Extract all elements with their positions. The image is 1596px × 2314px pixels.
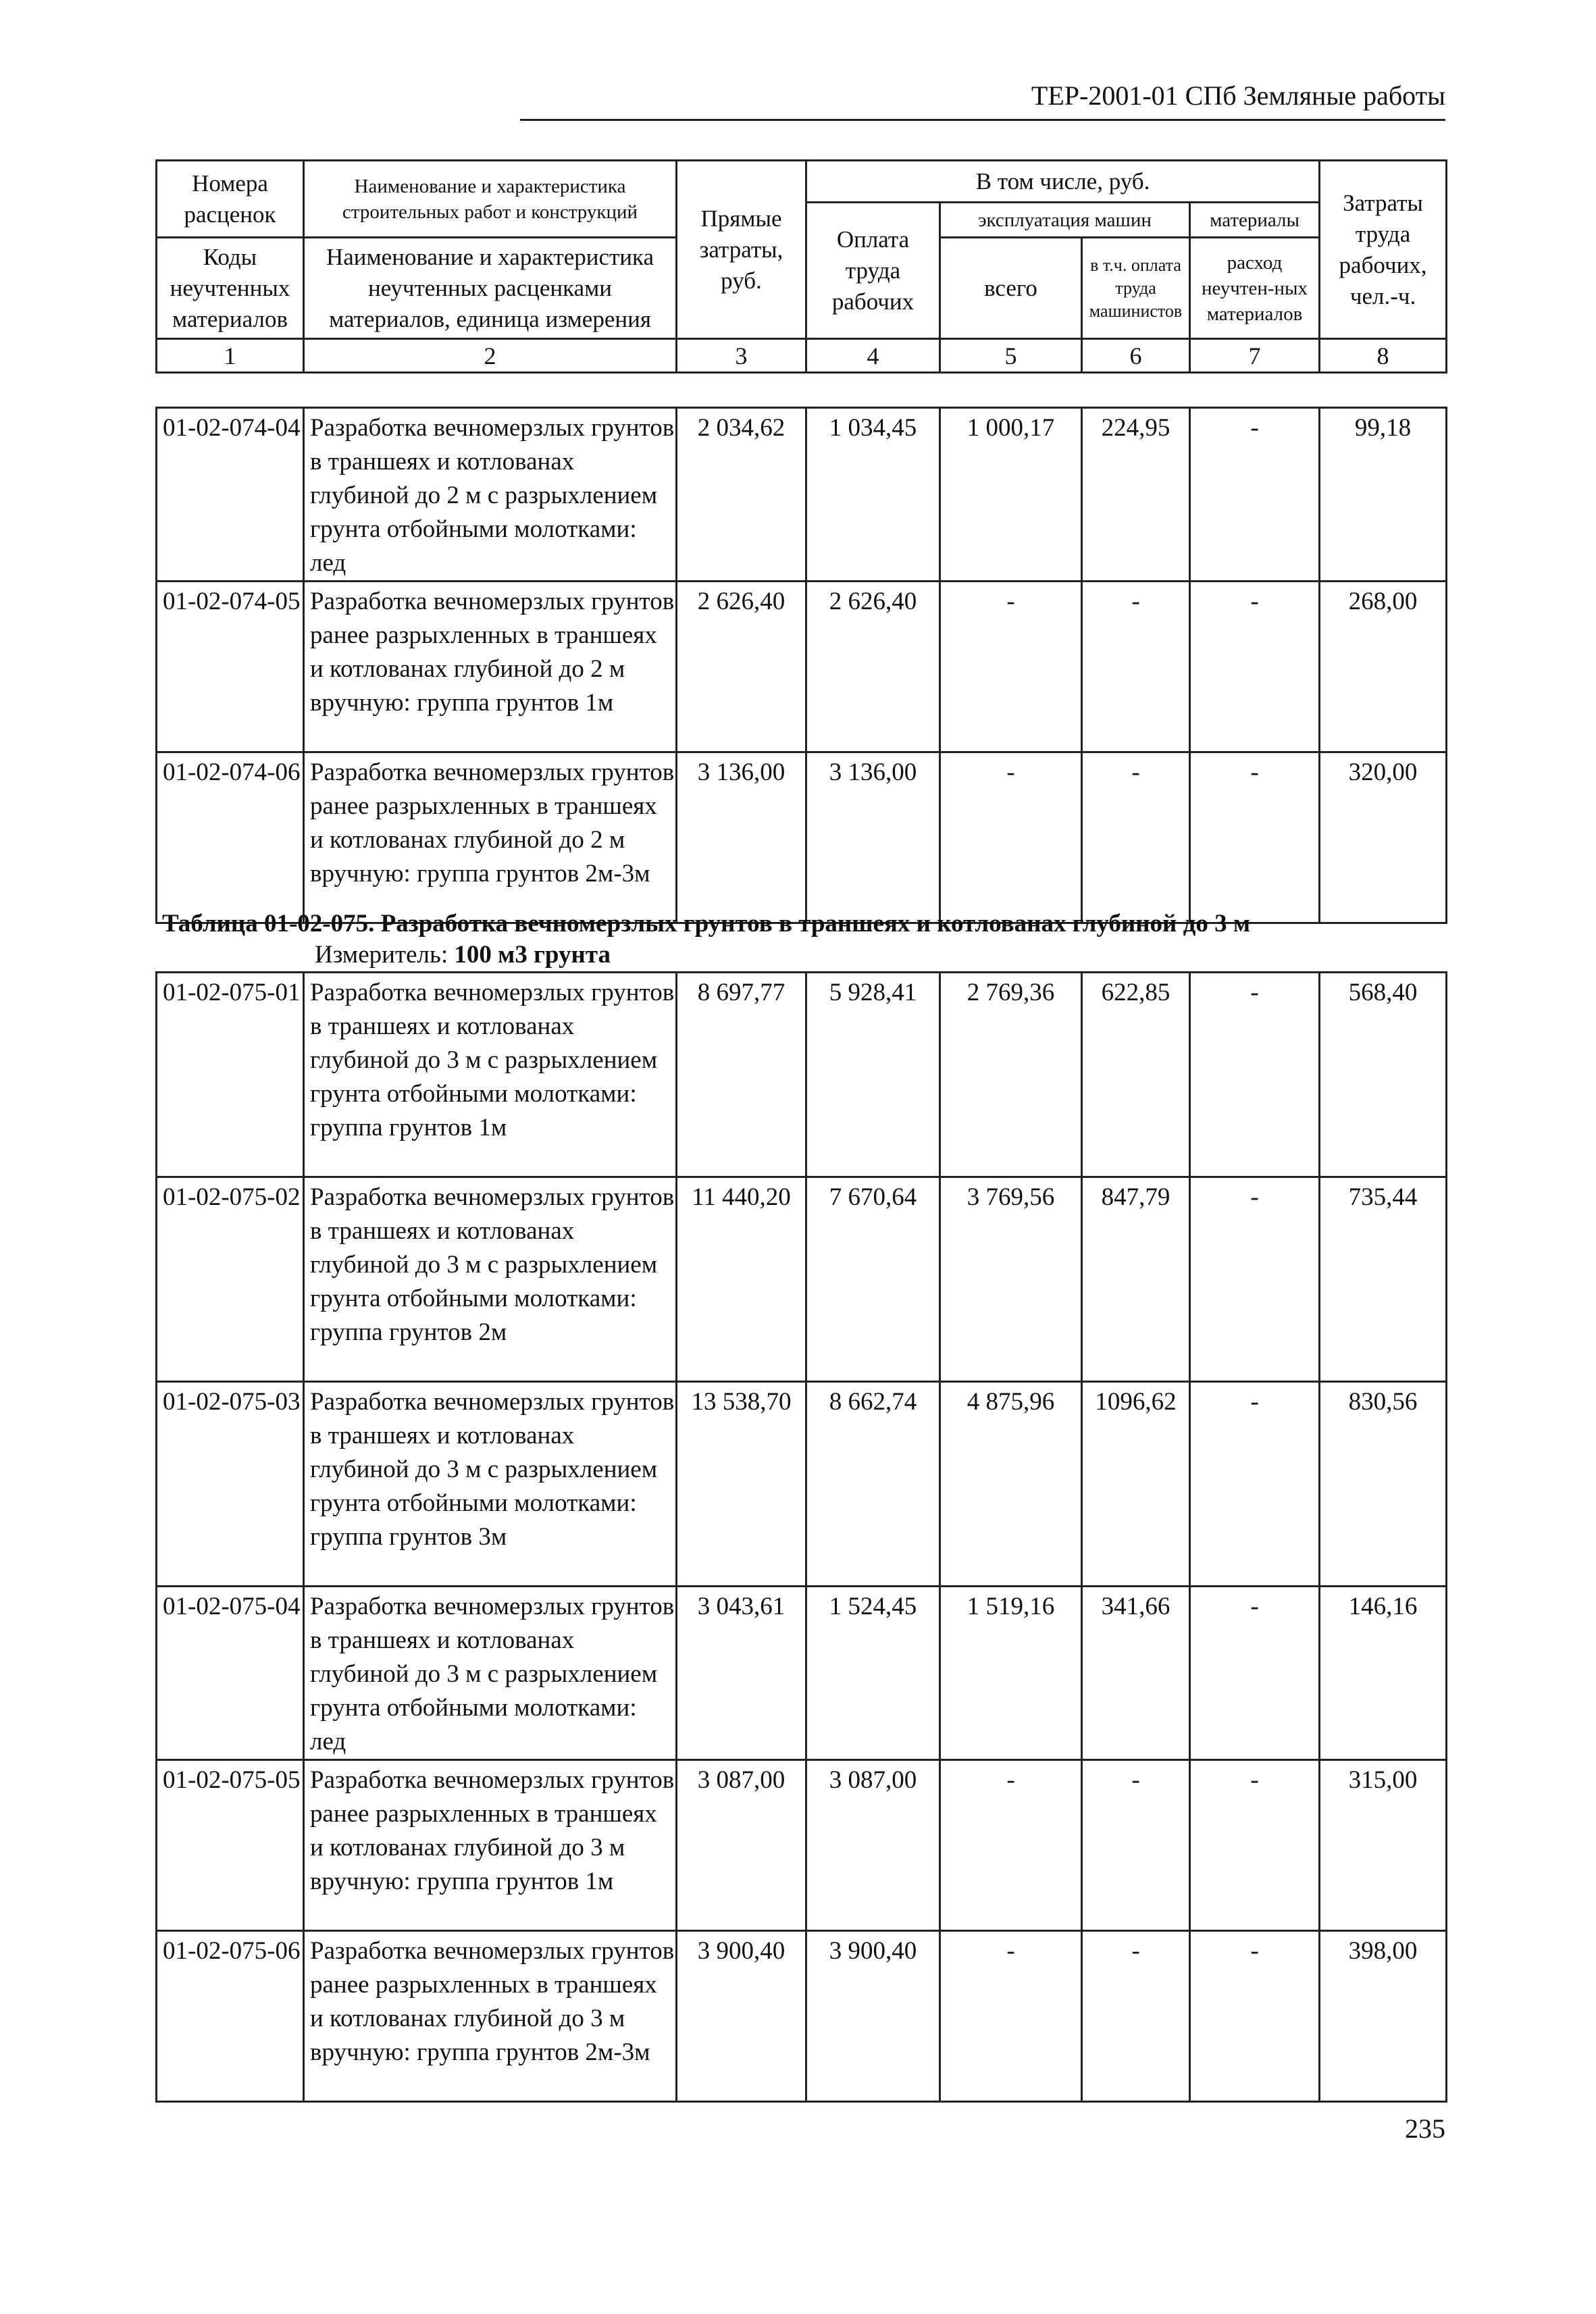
labor-hours-value: 99,18 — [1320, 408, 1447, 582]
materials-value: - — [1190, 1931, 1320, 2102]
page-number: 235 — [1405, 2113, 1445, 2144]
machinist-pay-value: 847,79 — [1082, 1177, 1190, 1382]
machine-operation-value: 1 519,16 — [940, 1587, 1082, 1760]
table-row — [157, 408, 1447, 582]
rate-name: Разработка вечномерзлых грунтов ранее разрыхленных в траншеях и котлованах глубиной до 3 м вручную: группа грунтов 2м-3м — [304, 1931, 677, 2102]
rate-code: 01-02-075-02 — [157, 1177, 304, 1382]
rate-name: Разработка вечномерзлых грунтов ранее разрыхленных в траншеях и котлованах глубиной до 2 м вручную: группа грунтов 1м — [304, 582, 677, 752]
machine-operation-value: 1 000,17 — [940, 408, 1082, 582]
measure-label: Измеритель: — [315, 941, 448, 969]
header-column-number: 7 — [1190, 339, 1320, 373]
machinist-pay-value: 224,95 — [1082, 408, 1190, 582]
machine-operation-value: 2 769,36 — [940, 973, 1082, 1177]
labor-hours-value: 268,00 — [1320, 582, 1447, 752]
materials-value: - — [1190, 1587, 1320, 1760]
rate-code: 01-02-074-05 — [157, 582, 304, 752]
direct-costs-value: 8 697,77 — [677, 973, 806, 1177]
measure-value: 100 м3 грунта — [454, 941, 611, 969]
materials-value: - — [1190, 1177, 1320, 1382]
machinist-pay-value: 341,66 — [1082, 1587, 1190, 1760]
header-column-number: 6 — [1082, 339, 1190, 373]
materials-value: - — [1190, 1382, 1320, 1587]
header-column-number: 8 — [1320, 339, 1447, 373]
header-column-number: 4 — [806, 339, 940, 373]
header-work-name: Наименование и характеристика строительных работ и конструкций — [304, 161, 677, 238]
header-machinist-pay: в т.ч. оплата труда машинистов — [1082, 238, 1190, 339]
labor-hours-value: 568,40 — [1320, 973, 1447, 1177]
machine-operation-value: 4 875,96 — [940, 1382, 1082, 1587]
machinist-pay-value: 1096,62 — [1082, 1382, 1190, 1587]
direct-costs-value: 13 538,70 — [677, 1382, 806, 1587]
table-row — [157, 1382, 1447, 1587]
labor-hours-value: 320,00 — [1320, 752, 1447, 923]
materials-value: - — [1190, 1760, 1320, 1931]
rates-table-074 — [155, 407, 1447, 924]
column-header-table — [155, 159, 1447, 374]
machinist-pay-value: - — [1082, 1931, 1190, 2102]
materials-value: - — [1190, 408, 1320, 582]
header-rule — [520, 119, 1445, 121]
direct-costs-value: 11 440,20 — [677, 1177, 806, 1382]
header-column-number: 3 — [677, 339, 806, 373]
direct-costs-value: 3 136,00 — [677, 752, 806, 923]
table-row — [157, 1177, 1447, 1382]
machine-operation-value: - — [940, 1760, 1082, 1931]
rate-code: 01-02-075-03 — [157, 1382, 304, 1587]
header-materials: материалы — [1190, 203, 1320, 238]
header-column-number: 5 — [940, 339, 1082, 373]
labor-pay-value: 5 928,41 — [806, 973, 940, 1177]
rate-name: Разработка вечномерзлых грунтов в траншеях и котлованах глубиной до 3 м с разрыхлением грунта отбойными молотками: группа грунтов 1м — [304, 973, 677, 1177]
direct-costs-value: 2 034,62 — [677, 408, 806, 582]
header-machine-total: всего — [940, 238, 1082, 339]
running-head: ТЕР-2001-01 СПб Земляные работы — [1031, 80, 1445, 111]
rate-name: Разработка вечномерзлых грунтов в траншеях и котлованах глубиной до 3 м с разрыхлением грунта отбойными молотками: группа грунтов 2м — [304, 1177, 677, 1382]
direct-costs-value: 3 087,00 — [677, 1760, 806, 1931]
header-column-number: 1 — [157, 339, 304, 373]
rate-code: 01-02-074-04 — [157, 408, 304, 582]
labor-pay-value: 3 136,00 — [806, 752, 940, 923]
header-labor-pay: Оплата труда рабочих — [806, 203, 940, 339]
direct-costs-value: 3 043,61 — [677, 1587, 806, 1760]
materials-value: - — [1190, 752, 1320, 923]
rate-name: Разработка вечномерзлых грунтов в траншеях и котлованах глубиной до 3 м с разрыхлением грунта отбойными молотками: лед — [304, 1587, 677, 1760]
header-direct-costs: Прямые затраты, руб. — [677, 161, 806, 339]
labor-hours-value: 146,16 — [1320, 1587, 1447, 1760]
rate-code: 01-02-075-04 — [157, 1587, 304, 1760]
table-row — [157, 582, 1447, 752]
table-row — [157, 1587, 1447, 1760]
machine-operation-value: - — [940, 1931, 1082, 2102]
labor-pay-value: 1 524,45 — [806, 1587, 940, 1760]
rate-name: Разработка вечномерзлых грунтов в траншеях и котлованах глубиной до 2 м с разрыхлением грунта отбойными молотками: лед — [304, 408, 677, 582]
labor-pay-value: 8 662,74 — [806, 1382, 940, 1587]
header-including: В том числе, руб. — [806, 161, 1320, 203]
direct-costs-value: 2 626,40 — [677, 582, 806, 752]
rate-name: Разработка вечномерзлых грунтов в траншеях и котлованах глубиной до 3 м с разрыхлением грунта отбойными молотками: группа грунтов 3м — [304, 1382, 677, 1587]
direct-costs-value: 3 900,40 — [677, 1931, 806, 2102]
table-row — [157, 973, 1447, 1177]
labor-hours-value: 315,00 — [1320, 1760, 1447, 1931]
materials-value: - — [1190, 582, 1320, 752]
table-row — [157, 1760, 1447, 1931]
header-labor-costs: Затраты труда рабочих, чел.-ч. — [1320, 161, 1447, 339]
labor-pay-value: 3 900,40 — [806, 1931, 940, 2102]
header-materials-consumption: расход неучтен-ных материалов — [1190, 238, 1320, 339]
labor-pay-value: 7 670,64 — [806, 1177, 940, 1382]
machine-operation-value: - — [940, 582, 1082, 752]
labor-hours-value: 830,56 — [1320, 1382, 1447, 1587]
header-codes-unaccounted: Коды неучтенных материалов — [157, 238, 304, 339]
rate-code: 01-02-075-06 — [157, 1931, 304, 2102]
measure-line — [315, 940, 923, 969]
rate-code: 01-02-075-05 — [157, 1760, 304, 1931]
header-rate-numbers: Номера расценок — [157, 161, 304, 238]
machinist-pay-value: - — [1082, 752, 1190, 923]
machine-operation-value: 3 769,56 — [940, 1177, 1082, 1382]
labor-pay-value: 3 087,00 — [806, 1760, 940, 1931]
labor-hours-value: 735,44 — [1320, 1177, 1447, 1382]
machine-operation-value: - — [940, 752, 1082, 923]
table-row — [157, 752, 1447, 923]
labor-pay-value: 2 626,40 — [806, 582, 940, 752]
materials-value: - — [1190, 973, 1320, 1177]
machinist-pay-value: - — [1082, 1760, 1190, 1931]
rate-name: Разработка вечномерзлых грунтов ранее разрыхленных в траншеях и котлованах глубиной до 2 м вручную: группа грунтов 2м-3м — [304, 752, 677, 923]
rate-name: Разработка вечномерзлых грунтов ранее разрыхленных в траншеях и котлованах глубиной до 3 м вручную: группа грунтов 1м — [304, 1760, 677, 1931]
header-machine-operation: эксплуатация машин — [940, 203, 1190, 238]
header-material-name: Наименование и характеристика неучтенных расценками материалов, единица измерения — [304, 238, 677, 339]
labor-hours-value: 398,00 — [1320, 1931, 1447, 2102]
machinist-pay-value: - — [1082, 582, 1190, 752]
rate-code: 01-02-074-06 — [157, 752, 304, 923]
machinist-pay-value: 622,85 — [1082, 973, 1190, 1177]
header-column-number: 2 — [304, 339, 677, 373]
labor-pay-value: 1 034,45 — [806, 408, 940, 582]
table-row — [157, 1931, 1447, 2102]
table-title-075: Таблица 01-02-075. Разработка вечномерзлых грунтов в траншеях и котлованах глубиной до 3 м — [162, 910, 1251, 937]
rate-code: 01-02-075-01 — [157, 973, 304, 1177]
rates-table-075 — [155, 971, 1447, 2103]
